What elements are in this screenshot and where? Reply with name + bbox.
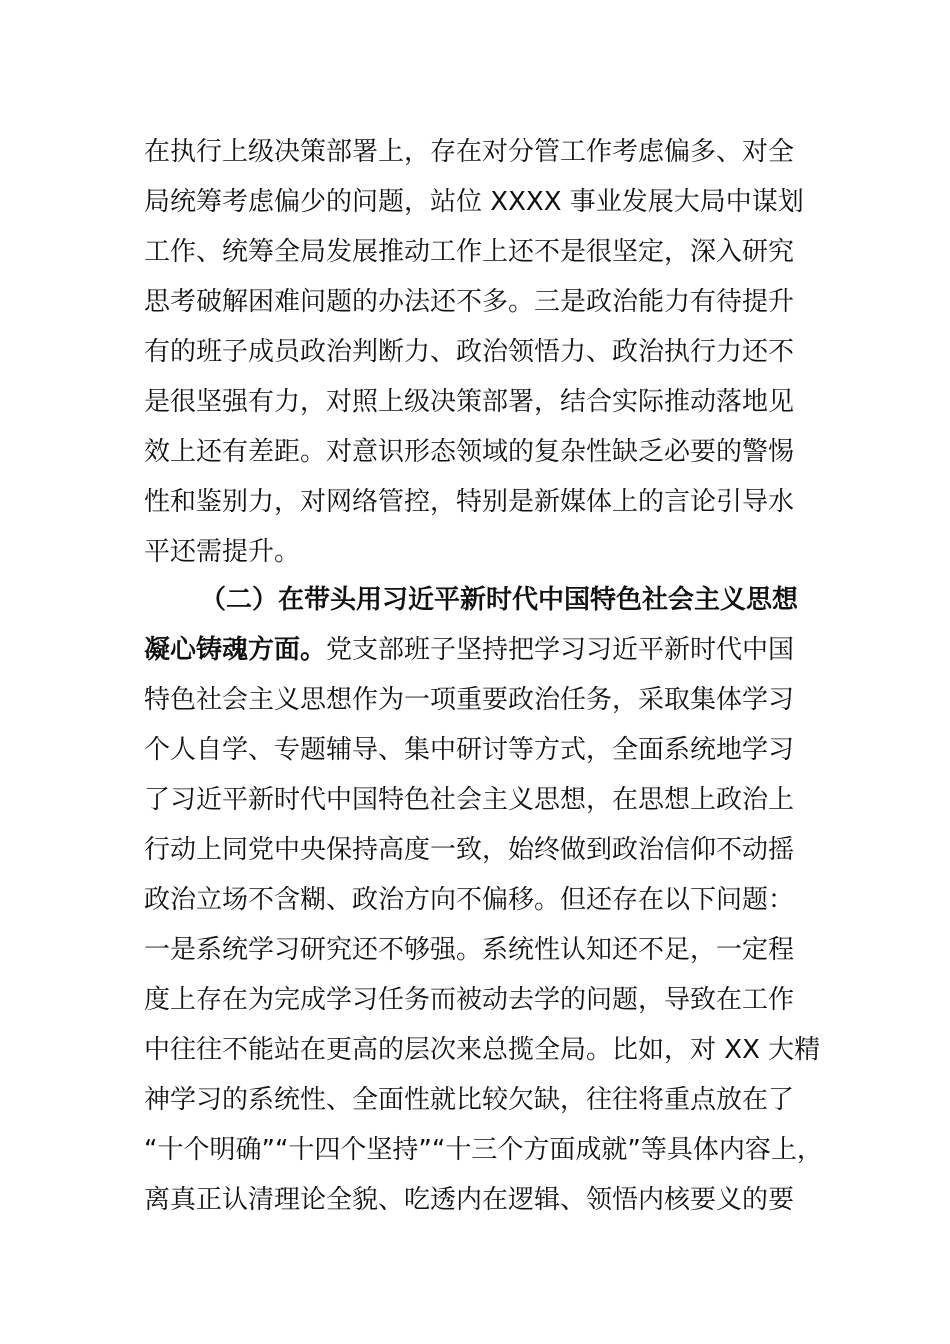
paragraph-2: [144, 575, 823, 1225]
text-line: “十个明确”“十四个坚持”“十三个方面成就”等具体内容上，: [144, 1135, 823, 1165]
text-line: 神学习的系统性、全面性就比较欠缺，往往将重点放在了: [144, 1085, 795, 1115]
text-line: 效上还有差距。对意识形态领域的复杂性缺乏必要的警惕: [144, 437, 795, 467]
text-line: 特色社会主义思想作为一项重要政治任务，采取集体学习: [144, 685, 795, 715]
text-line: 个人自学、专题辅导、集中研讨等方式，全面系统地学习: [144, 735, 795, 765]
text-line: 行动上同党中央保持高度一致，始终做到政治信仰不动摇: [144, 835, 795, 865]
text-line: 工作、统筹全局发展推动工作上还不是很坚定，深入研究: [144, 237, 795, 267]
section-heading: （二）在带头用习近平新时代中国特色社会主义思想: [200, 585, 799, 615]
text-line: 离真正认清理论全貌、吃透内在逻辑、领悟内核要义的要: [144, 1185, 795, 1215]
text-line: 政治立场不含糊、政治方向不偏移。但还存在以下问题：: [144, 885, 795, 915]
text-line: 了习近平新时代中国特色社会主义思想，在思想上政治上: [144, 785, 795, 815]
text-line: 局统筹考虑偏少的问题，站位 XXXX 事业发展大局中谋划: [144, 187, 804, 217]
paragraph-1: [144, 127, 816, 577]
text-line: 在执行上级决策部署上，存在对分管工作考虑偏多、对全: [144, 137, 795, 167]
text-line: 中往往不能站在更高的层次来总揽全局。比如，对 XX 大精: [144, 1035, 821, 1065]
text-line: 是很坚强有力，对照上级决策部署，结合实际推动落地见: [144, 387, 795, 417]
text-line: 性和鉴别力，对网络管控，特别是新媒体上的言论引导水: [144, 487, 795, 517]
text-line: 思考破解困难问题的办法还不多。三是政治能力有待提升: [144, 287, 795, 317]
section-heading-end: 凝心铸魂方面。: [144, 635, 327, 665]
text-line: [144, 625, 816, 675]
text-line: 有的班子成员政治判断力、政治领悟力、政治执行力还不: [144, 337, 795, 367]
text-line: 度上存在为完成学习任务而被动去学的问题，导致在工作: [144, 985, 795, 1015]
section-line-rest: 党支部班子坚持把学习习近平新时代中国: [326, 635, 795, 665]
text-line: 平还需提升。: [144, 537, 301, 567]
text-line: 一是系统学习研究还不够强。系统性认知还不足，一定程: [144, 935, 795, 965]
